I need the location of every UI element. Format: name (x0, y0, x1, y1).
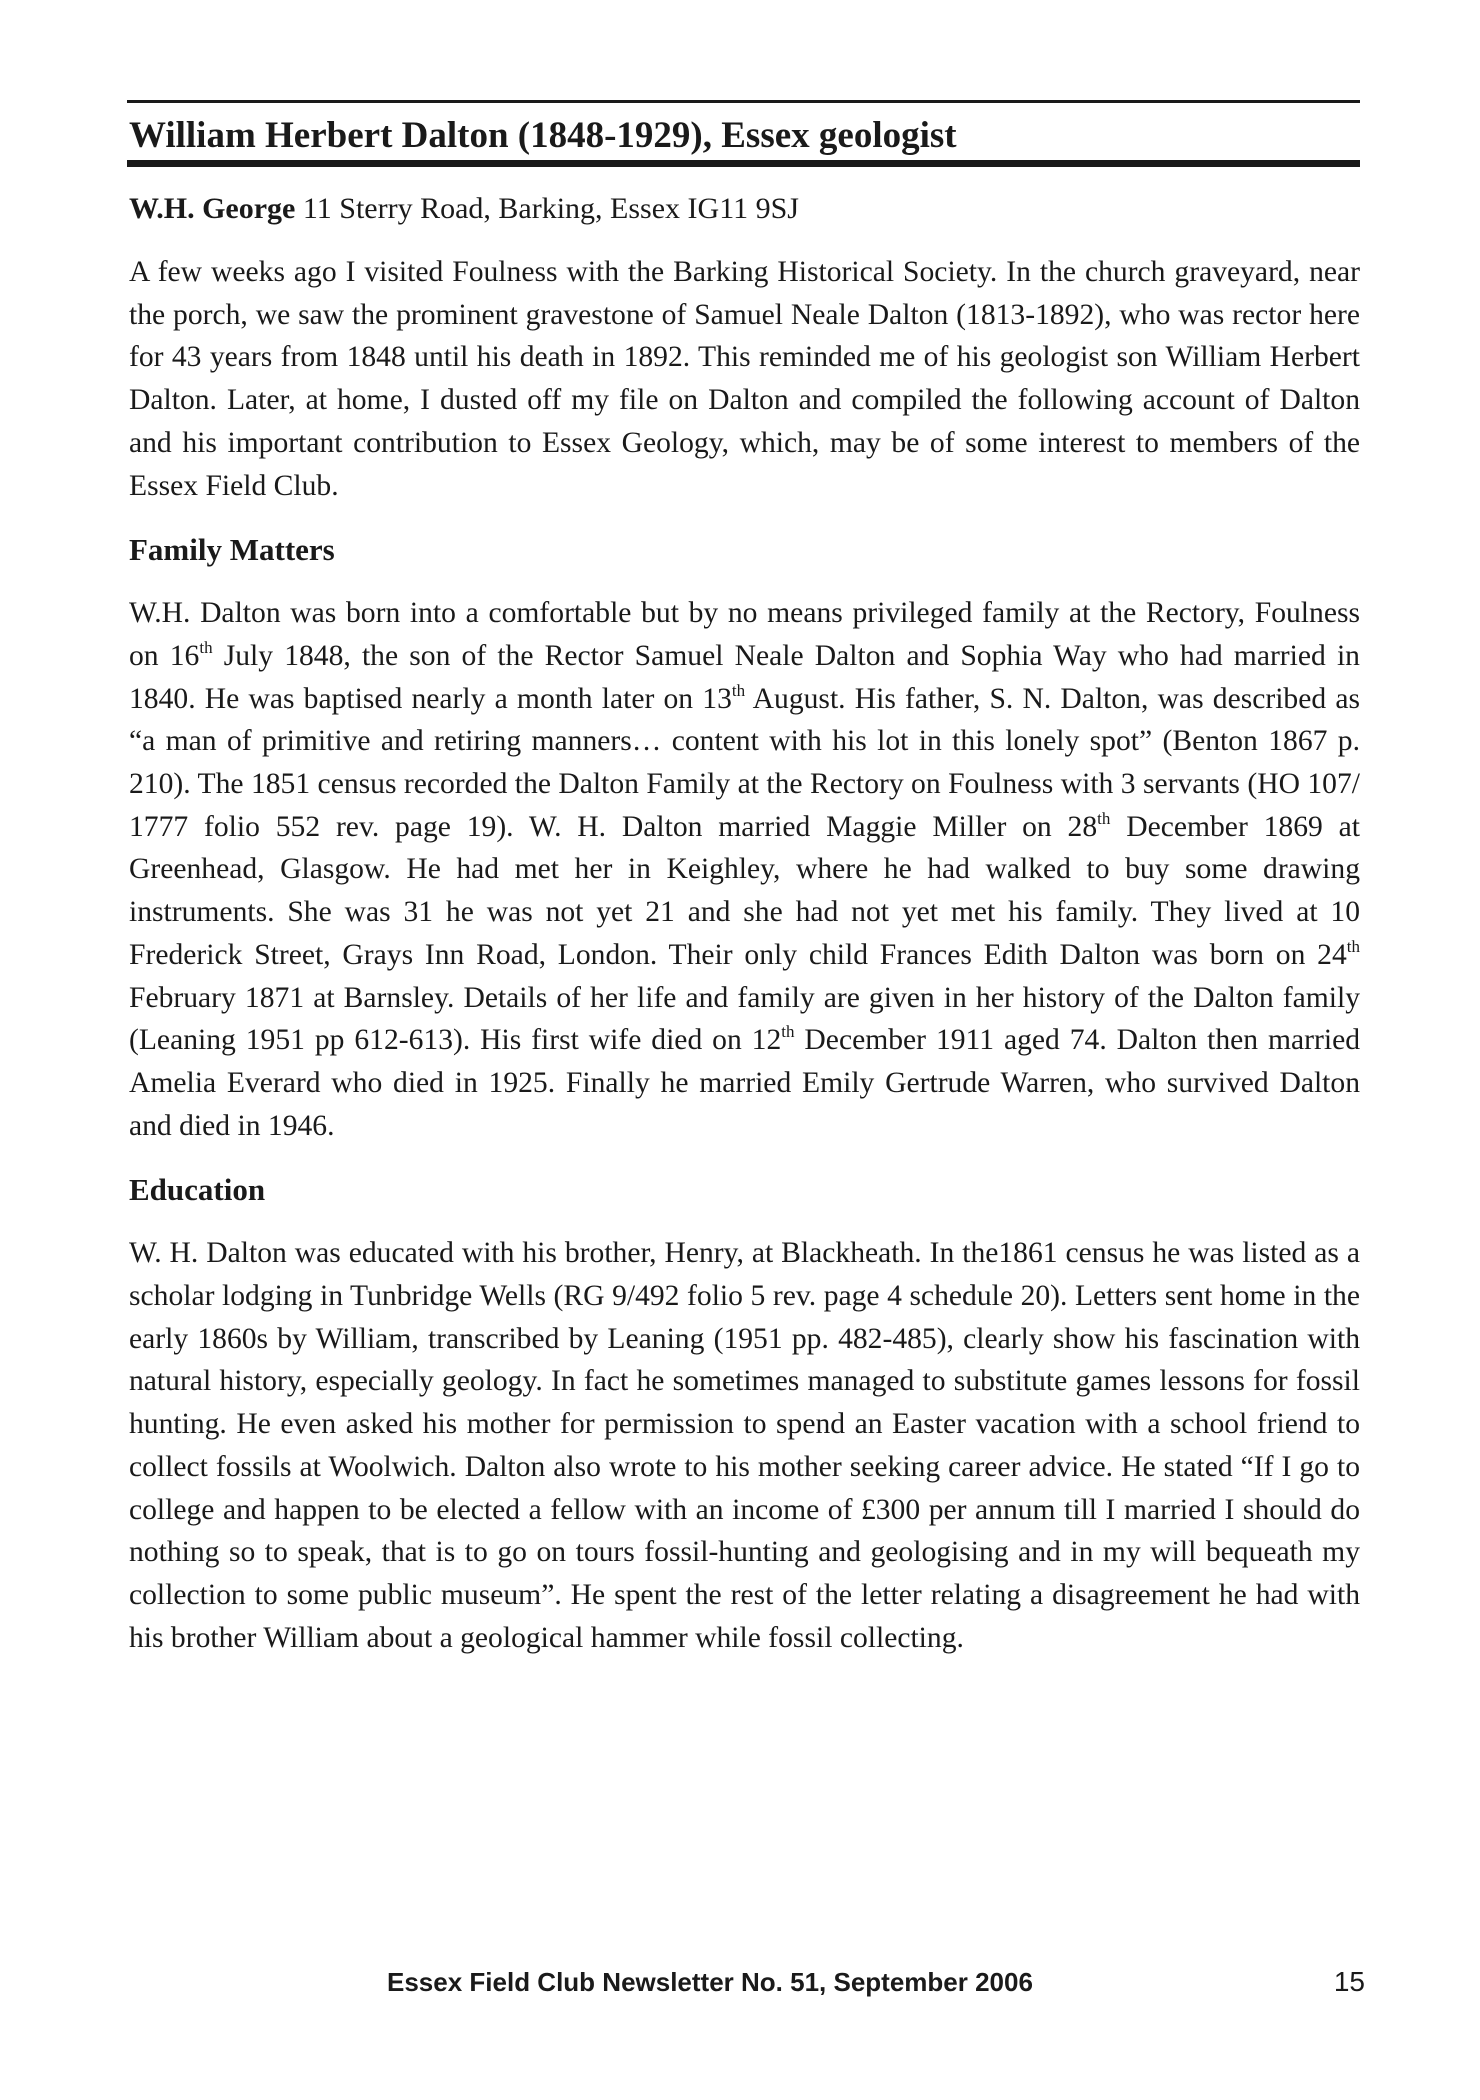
page-number: 15 (1333, 1966, 1365, 1997)
article (127, 100, 1360, 1659)
byline (129, 189, 1360, 229)
top-rule (127, 100, 1360, 103)
education-heading: Education (129, 1172, 266, 1208)
author-address: 11 Sterry Road, Barking, Essex IG11 9SJ (295, 192, 799, 225)
intro-paragraph: A few weeks ago I visited Foulness with the Barking Historical Society. In the church graveyard, near the porch, we saw the prominent gravestone of Samuel Neale Dalton (1813-1892), who was rector here for 43 years from 1848 until his death in 1892. This reminded me of his geologist son William Herbert Dalton. Later, at home, I dusted off my file on Dalton and compiled the following account of Dalton and his important contribution to Essex Geology, which, may be of some interest to members of the Essex Field Club. (129, 256, 1360, 502)
family-paragraph: W.H. Dalton was born into a comfortable but by no means privileged family at the Rectory, Foulness on 16th July 1848, the son of the Rector Samuel Neale Dalton and Sophia Way who had married in 1840. He was baptised nearly a month later on 13th August. His father, S. N. Dalton, was described as “a man of primitive and retiring manners… content with his lot in this lonely spot” (Benton 1867 p. 210). The 1851 census recorded the Dalton Family at the Rectory on Foulness with 3 servants (HO 107/ 1777 folio 552 rev. page 19). W. H. Dalton married Maggie Miller on 28th December 1869 at Greenhead, Glasgow. He had met her in Keighley, where he had walked to buy some drawing instruments. She was 31 he was not yet 21 and she had not yet met his family. They lived at 10 Frederick Street, Grays Inn Road, London. Their only child Frances Edith Dalton was born on 24th February 1871 at Barnsley. Details of her life and family are given in her history of the Dalton family (Leaning 1951 pp 612-613). His first wife died on 12th December 1911 aged 74. Dalton then married Amelia Everard who died in 1925. Finally he married Emily Gertrude Warren, who survived Dalton and died in 1946. (129, 597, 1360, 1142)
author-name: W.H. George (129, 192, 296, 225)
title-rule (127, 160, 1360, 167)
family-heading: Family Matters (129, 532, 335, 568)
education-paragraph: W. H. Dalton was educated with his brother, Henry, at Blackheath. In the1861 census he was listed as a scholar lodging in Tunbridge Wells (RG 9/492 folio 5 rev. page 4 schedule 20). Letters sent home in the early 1860s by William, transcribed by Leaning (1951 pp. 482-485), clearly show his fascination with natural history, especially geology. In fact he sometimes managed to substitute games lessons for fossil hunting. He even asked his mother for permission to spend an Easter vacation with a school friend to collect fossils at Woolwich. Dalton also wrote to his mother seeking career advice. He stated “If I go to college and happen to be elected a fellow with an income of £300 per annum till I married I should do nothing so to speak, that is to go on tours fossil-hunting and geologising and in my will bequeath my collection to some public museum”. He spent the rest of the letter relating a disagreement he had with his brother William about a geological hammer while fossil collecting. (129, 1237, 1360, 1654)
footer-publication: Essex Field Club Newsletter No. 51, September 2006 (387, 1967, 1033, 1997)
article-title: William Herbert Dalton (1848-1929), Essex geologist (129, 115, 957, 156)
